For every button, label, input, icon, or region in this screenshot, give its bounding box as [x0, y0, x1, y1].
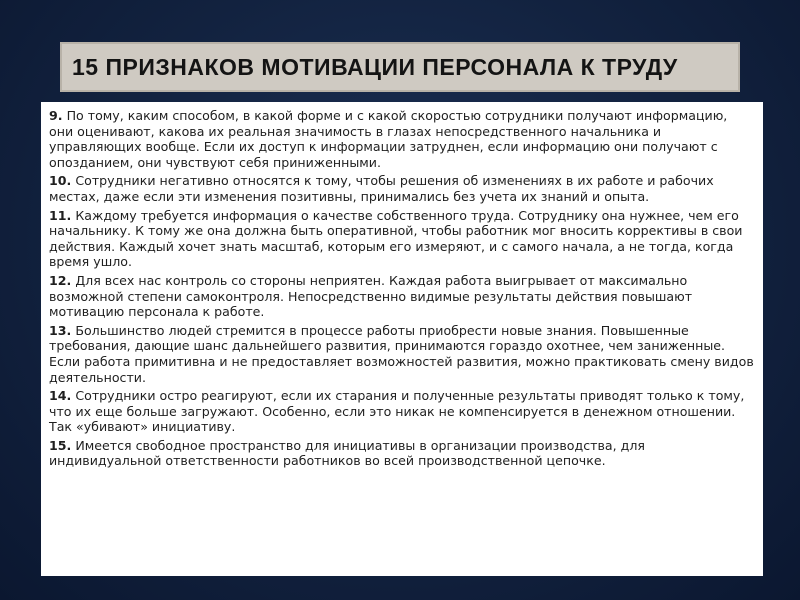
item-number: 10. [49, 173, 72, 189]
item-text: Для всех нас контроль со стороны неприятен. Каждая работа выигрывает от максимально возможной степени самоконтроля. Непосредственно видимые результаты действия повышают мотивацию персонала к работе. [49, 272, 693, 320]
list-item [49, 388, 755, 435]
list-item [49, 108, 755, 170]
item-text: Каждому требуется информация о качестве собственного труда. Сотруднику она нужнее, чем его начальнику. К тому же она должна быть оперативной, чтобы работник мог вносить коррективы в свои действия. Каждый хочет знать масштаб, которым его измеряют, и с самого начала, а не тогда, когда время ушло. [49, 207, 743, 270]
item-text: Большинство людей стремится в процессе работы приобрести новые знания. Повышенные требования, дающие шанс дальнейшего развития, принимаются гораздо охотнее, чем заниженные. Если работа примитивна и не предоставляет возможностей развития, можно практиковать смену видов деятельности. [49, 322, 754, 385]
list-item [49, 323, 755, 385]
item-number: 12. [49, 272, 72, 288]
list-item [49, 173, 755, 204]
list-item [49, 273, 755, 320]
title-box [60, 42, 740, 92]
list-item [49, 438, 755, 469]
list-item [49, 208, 755, 270]
item-number: 11. [49, 207, 72, 223]
slide-title: 15 ПРИЗНАКОВ МОТИВАЦИИ ПЕРСОНАЛА К ТРУДУ [72, 53, 678, 80]
item-text: По тому, каким способом, в какой форме и с какой скоростью сотрудники получают информацию, они оценивают, какова их реальная значимость в глазах непосредственного начальника и управляющих вообще. Если их доступ к информации затруднен, если информацию они получают с опозданием, они чувствуют себя приниженными. [49, 108, 728, 170]
item-number: 9. [49, 108, 63, 123]
content-box [41, 102, 763, 576]
item-number: 14. [49, 388, 72, 404]
item-text: Сотрудники остро реагируют, если их старания и полученные результаты приводят только к тому, что их еще больше загружают. Особенно, если это никак не компенсируется в денежном отношении. Так «убивают» инициативу. [49, 388, 745, 435]
item-text: Сотрудники негативно относятся к тому, чтобы решения об изменениях в их работе и рабочих местах, даже если эти изменения позитивны, принимались без учета их знаний и опыта. [49, 173, 714, 204]
item-text: Имеется свободное пространство для инициативы в организации производства, для индивидуальной ответственности работников во всей производственной цепочке. [49, 437, 645, 469]
item-number: 13. [49, 322, 72, 338]
item-number: 15. [49, 437, 72, 453]
